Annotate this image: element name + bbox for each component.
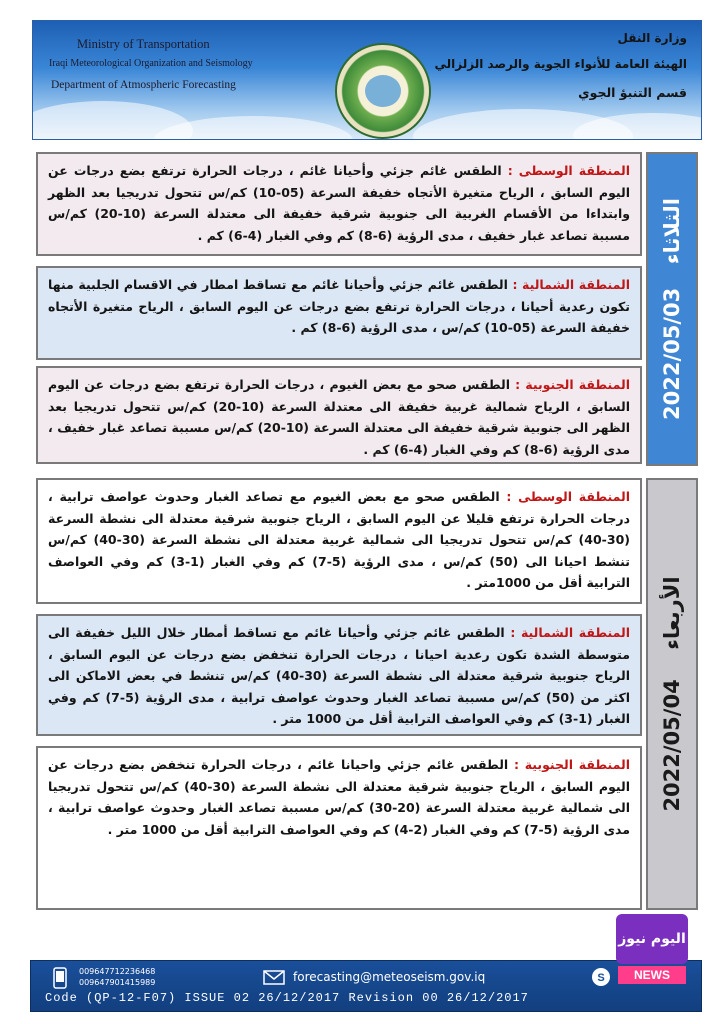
day2-date: 2022/05/04 <box>660 679 684 812</box>
department-name-en: Department of Atmospheric Forecasting <box>51 79 236 91</box>
watermark-news: NEWS <box>634 968 670 982</box>
footer-bar <box>30 960 702 1012</box>
svg-text:S: S <box>597 972 605 984</box>
region-title: المنطقة الشمالية : <box>510 625 630 640</box>
day1-dayname: الثلاثاء <box>660 198 684 265</box>
region-text: الطقس صحو مع بعض الغيوم ، درجات الحرارة ترتفع بضع درجات عن اليوم السابق ، الرياح شمالية غربية خفيفة الى معتدلة السرعة (10-20) كم/س تتحول تدريجيا بعد الظهر الى جنوبية شرقية خفيفة الى معتدلة السرعة (10-20) كم/س مسببة تصاعد غبار خفيف ، مدى الرؤية (6-8) كم وفي الغبار (4-6) كم . <box>48 377 630 457</box>
email-address[interactable]: forecasting@meteoseism.gov.iq <box>293 970 486 984</box>
ministry-name-en: Ministry of Transportation <box>77 37 210 51</box>
news-watermark <box>616 914 688 986</box>
forecast-central-day1 <box>36 152 642 256</box>
forecast-south-day2 <box>36 746 642 910</box>
region-text: الطقس غائم جزئي واحيانا غائم ، درجات الحرارة تنخفض بضع درجات عن اليوم السابق ، الرياح جنوبية شرقية معتدلة الى نشطة السرعة (30-40) كم/س تتحول تدريجيا الى شمالية غربية معتدلة السرعة (20-30) كم/س مسببة تصاعد الغبار وحدوث عواصف ترابية ، مدى الرؤية (5-7) كم وفي الغبار (2-4) كم وفي العواصف الترابية أقل من 1000 متر . <box>48 757 630 837</box>
department-name-ar: قسم التنبؤ الجوي <box>578 85 687 100</box>
forecast-central-day2 <box>36 478 642 604</box>
region-text: الطقس صحو مع بعض الغيوم مع تصاعد الغبار وحدوث عواصف ترابية ، درجات الحرارة ترتفع قليلا عن اليوم السابق ، الرياح جنوبية شرقية معتدلة الى نشطة السرعة (30-40) كم/س تتحول تدريجيا الى شمالية غربية معتدلة الى نشطة السرعة (30-40) كم/س تنشط احيانا الى (50) كم/س ، مدى الرؤية (5-7) كم وفي الغبار (1-3) كم وفي العواصف الترابية أقل من 1000متر . <box>48 489 630 590</box>
organization-logo <box>335 43 431 139</box>
skype-icon <box>591 967 611 987</box>
day1-label <box>660 198 684 420</box>
day2-date-panel <box>646 478 698 910</box>
phone-number-2: 009647901415989 <box>79 978 156 987</box>
region-title: المنطقة الشمالية : <box>512 277 630 292</box>
watermark-brand: اليوم نيوز <box>618 931 686 947</box>
day1-date: 2022/05/03 <box>660 287 684 420</box>
organization-name-en: Iraqi Meteorological Organization and Seismology <box>49 58 253 69</box>
region-title: المنطقة الوسطى : <box>506 489 630 504</box>
logo-globe-icon <box>365 75 401 107</box>
region-title: المنطقة الجنوبية : <box>515 377 630 392</box>
day1-date-panel <box>646 152 698 466</box>
day2-dayname: الأربعاء <box>660 576 684 650</box>
forecast-south-day1 <box>36 366 642 464</box>
header-banner <box>32 20 702 140</box>
organization-name-ar: الهيئة العامة للأنواء الجوية والرصد الزلزالي <box>434 57 687 71</box>
ministry-name-ar: وزارة النقل <box>617 31 687 45</box>
region-text: الطقس غائم جزئي وأحيانا غائم مع تساقط أمطار خلال الليل خفيفة الى متوسطة الشدة تكون رعدية احيانا ، درجات الحرارة تنخفض بضع درجات عن اليوم السابق ، الرياح جنوبية شرقية معتدلة الى نشطة السرعة (30-40) كم/س تنشط في بعض الاماكن الى اكثر من (50) كم/س مسببة تصاعد الغبار وحدوث عواصف ترابية ، مدى الرؤية (5-7) كم وفي الغبار (1-3) كم وفي العواصف الترابية أقل من 1000 متر . <box>48 625 630 726</box>
day2-label <box>660 576 684 811</box>
watermark-brand-box <box>616 914 688 964</box>
region-title: المنطقة الوسطى : <box>507 163 630 178</box>
region-text: الطقس غائم جزئي وأحيانا غائم ، درجات الحرارة ترتفع بضع درجات عن اليوم السابق ، الرياح متغيرة الأتجاه خفيفة السرعة (05-10) كم/س تتحول تدريجيا بعد الظهر وابتداءا من الأقسام الغربية الى جنوبية شرقية خفيفة الى معتدلة السرعة (10-20) كم/س مسببة تصاعد غبار خفيف ، مدى الرؤية (6-8) كم وفي الغبار (4-6) كم . <box>48 163 631 243</box>
forecast-north-day2 <box>36 614 642 736</box>
region-title: المنطقة الجنوبية : <box>513 757 630 772</box>
phone-icon <box>53 967 67 989</box>
forecast-north-day1 <box>36 266 642 360</box>
region-text: الطقس غائم جزئي وأحيانا غائم مع تساقط امطار في الاقسام الجلبية منها تكون رعدية أحيانا ، درجات الحرارة ترتفع بضع درجات عن اليوم السابق ، الرياح متغيرة الأتجاه خفيفة السرعة (05-10) كم/س ، مدى الرؤية (6-8) كم . <box>48 277 630 335</box>
document-code: Code (QP-12-F07) ISSUE 02 26/12/2017 Revision 00 26/12/2017 <box>45 991 529 1005</box>
phone-number-1: 009647712236468 <box>79 967 156 976</box>
email-icon <box>263 970 285 985</box>
watermark-news-box <box>618 966 686 984</box>
